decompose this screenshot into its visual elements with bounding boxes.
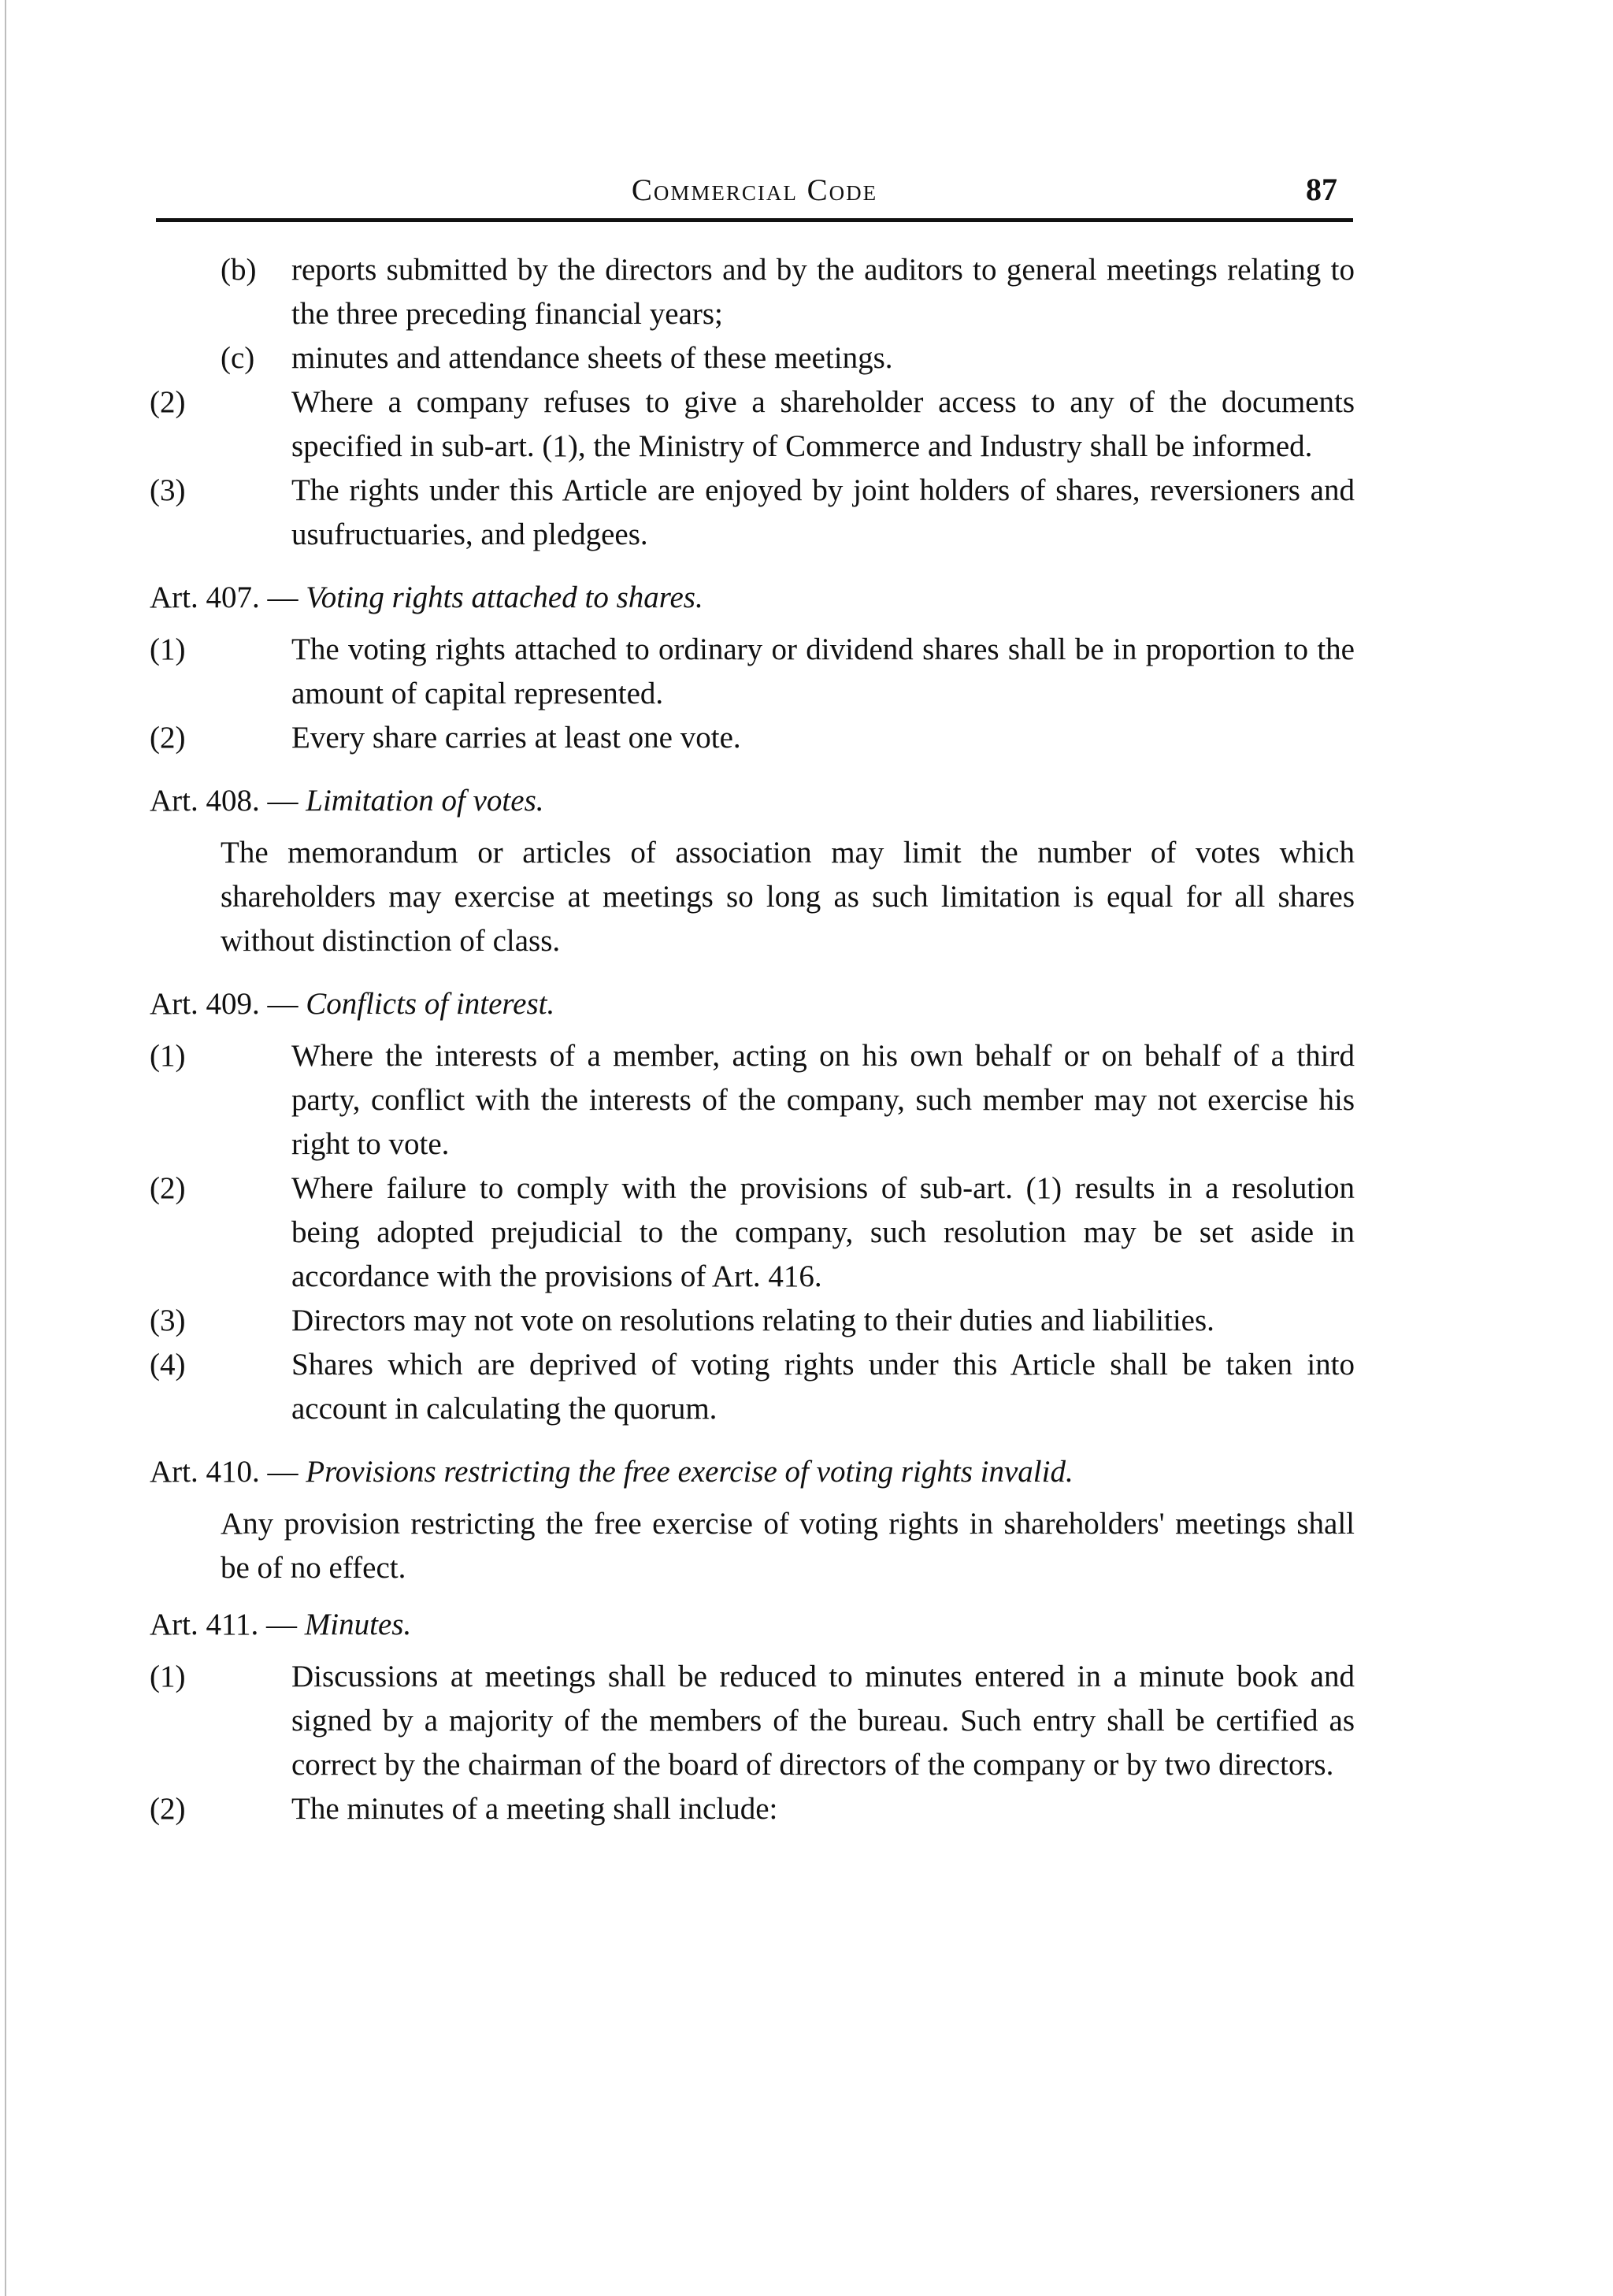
sub-article-text: Directors may not vote on resolutions relating to their duties and liabilities. bbox=[291, 1304, 1214, 1337]
sub-article bbox=[150, 1034, 1355, 1167]
item-number: (b) bbox=[221, 253, 257, 287]
sub-article-text: Shares which are deprived of voting rights under this Article shall be taken into account in calculating the quorum. bbox=[291, 1348, 1355, 1426]
sub-article bbox=[150, 469, 1355, 557]
sub-article-text: The minutes of a meeting shall include: bbox=[291, 1792, 778, 1826]
sub-article-text: The rights under this Article are enjoyed by joint holders of shares, reversioners and usufructuaries, and pledgees. bbox=[291, 473, 1355, 551]
article-title: Minutes. bbox=[304, 1608, 412, 1641]
article-heading bbox=[150, 1450, 1355, 1494]
article-number: Art. 407. — bbox=[150, 580, 298, 614]
sub-article-text: Where a company refuses to give a shareholder access to any of the documents specified in sub-art. (1), the Ministry of Commerce and Industry shall be informed. bbox=[291, 385, 1355, 463]
article-title: Provisions restricting the free exercise of voting rights invalid. bbox=[306, 1455, 1073, 1489]
sub-article-number: (1) bbox=[150, 632, 186, 666]
sub-article-number: (2) bbox=[150, 721, 186, 755]
sub-article-number: (2) bbox=[150, 1792, 186, 1826]
sub-article-text: Where failure to comply with the provisions of sub-art. (1) results in a resolution being adopted prejudicial to the company, such resolution may be set aside in accordance with the provisions of Art. 416. bbox=[291, 1171, 1355, 1293]
sub-article bbox=[150, 628, 1355, 716]
page-body bbox=[150, 248, 1355, 1831]
article-heading bbox=[150, 1603, 1355, 1647]
article-number: Art. 409. — bbox=[150, 987, 298, 1021]
sub-article-number: (1) bbox=[150, 1039, 186, 1073]
article-number: Art. 408. — bbox=[150, 784, 298, 818]
article-title: Conflicts of interest. bbox=[306, 987, 555, 1021]
sub-article-number: (3) bbox=[150, 1304, 186, 1337]
article-number: Art. 411. — bbox=[150, 1608, 298, 1641]
scan-edge-line bbox=[5, 0, 6, 2296]
sub-article bbox=[150, 716, 1355, 760]
sub-article-number: (2) bbox=[150, 1171, 186, 1205]
article-title: Limitation of votes. bbox=[306, 784, 544, 818]
item-number: (c) bbox=[221, 341, 255, 375]
page-number: 87 bbox=[1306, 172, 1337, 207]
sub-article-number: (1) bbox=[150, 1660, 186, 1693]
sub-article-text: Every share carries at least one vote. bbox=[291, 721, 741, 755]
sub-article bbox=[150, 1167, 1355, 1299]
article-number: Art. 410. — bbox=[150, 1455, 298, 1489]
sub-article bbox=[150, 1299, 1355, 1343]
article-title: Voting rights attached to shares. bbox=[306, 580, 703, 614]
item-text: minutes and attendance sheets of these meetings. bbox=[291, 341, 893, 375]
sub-article-text: Discussions at meetings shall be reduced to minutes entered in a minute book and signed by a majority of the members of the bureau. Such entry shall be certified as correct by the chairman of the board of directors of the company or by two directors. bbox=[291, 1660, 1355, 1782]
sub-article bbox=[150, 1343, 1355, 1431]
sub-article-number: (4) bbox=[150, 1348, 186, 1382]
article-paragraph: The memorandum or articles of association may limit the number of votes which shareholders may exercise at meetings so long as such limitation is equal for all shares without distinction of class. bbox=[221, 836, 1355, 958]
page-header bbox=[156, 169, 1353, 222]
sub-article-number: (3) bbox=[150, 473, 186, 507]
sub-article bbox=[150, 1655, 1355, 1787]
list-item bbox=[150, 248, 1355, 336]
sub-article-text: Where the interests of a member, acting on his own behalf or on behalf of a third party, conflict with the interests of the company, such member may not exercise his right to vote. bbox=[291, 1039, 1355, 1161]
item-text: reports submitted by the directors and by the auditors to general meetings relating to the three preceding financial years; bbox=[291, 253, 1355, 331]
article-heading bbox=[150, 779, 1355, 823]
article-paragraph: Any provision restricting the free exercise of voting rights in shareholders' meetings shall be of no effect. bbox=[221, 1507, 1355, 1585]
sub-article bbox=[150, 1787, 1355, 1831]
running-title: Commercial Code bbox=[631, 173, 878, 207]
article-heading bbox=[150, 576, 1355, 620]
sub-article bbox=[150, 380, 1355, 469]
sub-article-number: (2) bbox=[150, 385, 186, 419]
list-item bbox=[150, 336, 1355, 380]
article-heading bbox=[150, 982, 1355, 1026]
sub-article-text: The voting rights attached to ordinary or dividend shares shall be in proportion to the amount of capital represented. bbox=[291, 632, 1355, 710]
